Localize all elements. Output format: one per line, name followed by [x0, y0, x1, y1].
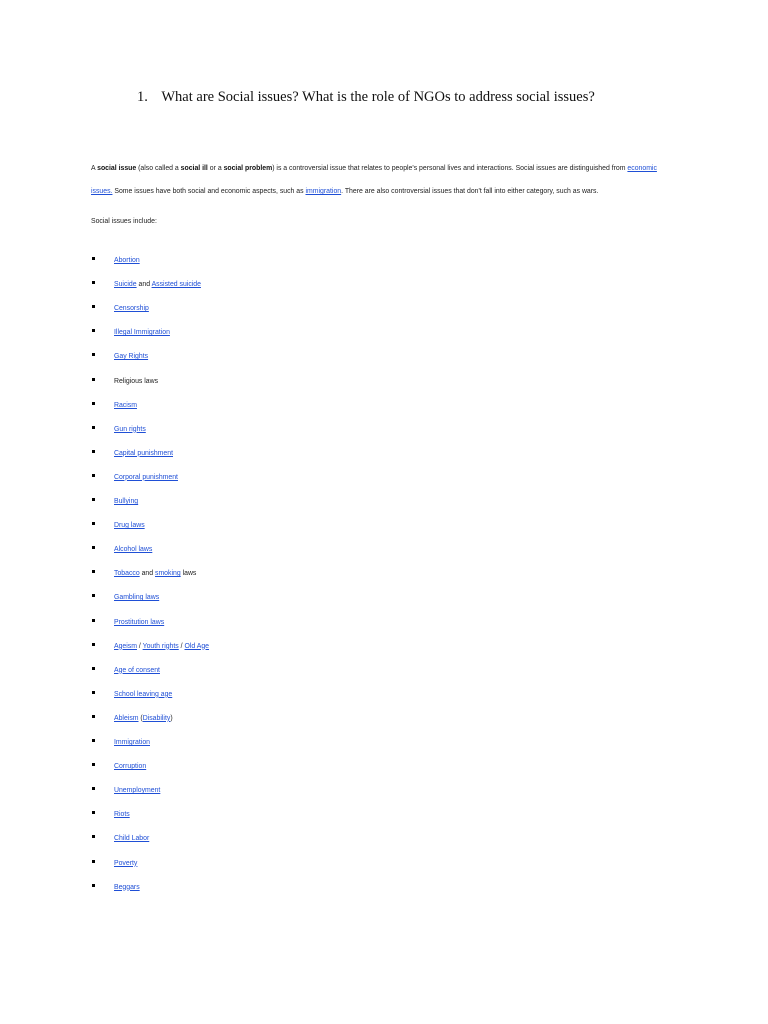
issue-link[interactable]: Prostitution laws: [114, 618, 165, 626]
issue-text: (: [138, 714, 143, 722]
immigration-link[interactable]: immigration: [305, 188, 342, 195]
list-item: [0, 691, 400, 705]
issue-link[interactable]: Bullying: [114, 498, 139, 505]
list-item: [0, 643, 400, 657]
list-item: [0, 353, 400, 367]
list-item: [0, 835, 400, 849]
list-item: [0, 474, 400, 488]
issue-text: and: [139, 570, 155, 578]
list-item-text: [114, 450, 173, 457]
list-item-text: [114, 811, 130, 818]
intro-text: . There are also controversial issues that don't fall into either category, such as wars.: [341, 188, 599, 195]
list-item: [0, 884, 400, 898]
list-item: [0, 498, 400, 512]
list-item-text: [114, 498, 138, 505]
list-item: [0, 426, 400, 440]
list-item-text: [114, 257, 140, 264]
square-bullet-icon: [92, 570, 95, 573]
list-item-text: [114, 763, 146, 770]
term-social-issue: social issue: [97, 165, 137, 172]
issue-link[interactable]: Ableism: [114, 714, 139, 722]
intro-text: or a: [207, 165, 224, 172]
square-bullet-icon: [92, 763, 95, 766]
list-item-text: [114, 474, 178, 481]
square-bullet-icon: [92, 329, 95, 332]
issue-link[interactable]: Corruption: [114, 763, 147, 771]
list-intro: Social issues include:: [91, 218, 157, 225]
list-item: [0, 402, 400, 416]
issue-link[interactable]: Racism: [114, 401, 137, 409]
issue-link[interactable]: Ageism: [114, 642, 137, 650]
term-social-ill: social ill: [180, 165, 208, 172]
square-bullet-icon: [92, 257, 95, 260]
list-item-text: [114, 546, 152, 553]
list-item-text: [114, 691, 172, 698]
square-bullet-icon: [92, 546, 95, 549]
list-item: [0, 811, 400, 825]
square-bullet-icon: [92, 498, 95, 501]
question-text: What are Social issues? What is the role of NGOs to address social issues?: [161, 89, 595, 105]
issue-link[interactable]: Unemployment: [114, 787, 161, 795]
issue-text: Religious laws: [114, 377, 159, 385]
list-item-text: [114, 787, 160, 794]
issue-link[interactable]: Tobacco: [114, 570, 140, 578]
list-item-text: [114, 402, 137, 409]
issue-link[interactable]: Age of consent: [114, 666, 160, 674]
issue-link[interactable]: Disability: [142, 714, 171, 722]
question-number: 1.: [137, 89, 148, 105]
question-heading: [137, 89, 595, 106]
intro-paragraph-line-2: [91, 188, 671, 195]
square-bullet-icon: [92, 522, 95, 525]
issue-link[interactable]: Assisted suicide: [151, 281, 201, 289]
square-bullet-icon: [92, 884, 95, 887]
square-bullet-icon: [92, 667, 95, 670]
square-bullet-icon: [92, 643, 95, 646]
issue-text: and: [136, 281, 152, 289]
list-item: [0, 763, 400, 777]
list-item: [0, 739, 400, 753]
issue-text: /: [178, 642, 185, 650]
list-item-text: [114, 305, 149, 312]
list-item-text: [114, 884, 140, 891]
issue-text: /: [136, 642, 143, 650]
square-bullet-icon: [92, 378, 95, 381]
list-item-text: [114, 643, 209, 650]
list-item-text: [114, 378, 158, 385]
list-item-text: [114, 353, 148, 360]
issue-link[interactable]: Capital punishment: [114, 449, 173, 457]
issue-link[interactable]: Old Age: [184, 642, 210, 650]
list-item-text: [114, 426, 146, 433]
economic-link[interactable]: economic: [627, 165, 657, 172]
intro-text: Some issues have both social and economic aspects, such as: [112, 188, 306, 195]
square-bullet-icon: [92, 474, 95, 477]
term-social-problem: social problem: [223, 165, 273, 172]
list-item-text: [114, 835, 149, 842]
square-bullet-icon: [92, 739, 95, 742]
issue-link[interactable]: Alcohol laws: [114, 546, 153, 554]
square-bullet-icon: [92, 353, 95, 356]
list-item-text: [114, 329, 170, 336]
issue-link[interactable]: Beggars: [114, 883, 140, 891]
square-bullet-icon: [92, 811, 95, 814]
economic-issues-link[interactable]: issues.: [91, 188, 113, 195]
intro-text: (also called a: [136, 165, 181, 172]
list-item-text: [114, 860, 137, 867]
issue-text: ): [170, 714, 173, 722]
square-bullet-icon: [92, 402, 95, 405]
intro-paragraph-line-1: [91, 165, 671, 172]
list-item-text: [114, 619, 164, 626]
list-item: [0, 522, 400, 536]
square-bullet-icon: [92, 426, 95, 429]
issue-link[interactable]: Censorship: [114, 305, 149, 313]
square-bullet-icon: [92, 305, 95, 308]
list-item-text: [114, 570, 196, 577]
list-item: [0, 594, 400, 608]
list-item: [0, 667, 400, 681]
list-item: [0, 860, 400, 874]
list-item: [0, 787, 400, 801]
list-item-text: [114, 667, 160, 674]
issue-link[interactable]: Suicide: [114, 281, 137, 289]
square-bullet-icon: [92, 691, 95, 694]
square-bullet-icon: [92, 450, 95, 453]
list-item: [0, 378, 400, 392]
list-item-text: [114, 739, 150, 746]
issue-link[interactable]: Gambling laws: [114, 594, 160, 602]
list-item: [0, 570, 400, 584]
square-bullet-icon: [92, 594, 95, 597]
list-item: [0, 257, 400, 271]
issue-link[interactable]: Illegal Immigration: [114, 329, 170, 337]
list-item: [0, 715, 400, 729]
list-item-text: [114, 715, 173, 722]
issue-link[interactable]: Immigration: [114, 739, 150, 746]
list-item: [0, 281, 400, 295]
square-bullet-icon: [92, 619, 95, 622]
intro-text: A: [91, 165, 98, 172]
square-bullet-icon: [92, 787, 95, 790]
issue-text: laws: [180, 570, 197, 578]
issue-link[interactable]: Riots: [114, 811, 130, 819]
issue-link[interactable]: Gay Rights: [114, 353, 149, 361]
list-item: [0, 305, 400, 319]
issue-link[interactable]: smoking: [155, 570, 181, 578]
issue-link[interactable]: Corporal punishment: [114, 473, 178, 481]
square-bullet-icon: [92, 860, 95, 863]
intro-text: ) is a controversial issue that relates to people's personal lives and interactions. Social issues are distinguished from: [272, 165, 628, 172]
list-item: [0, 619, 400, 633]
issue-link[interactable]: Child Labor: [114, 835, 150, 843]
list-item: [0, 546, 400, 560]
square-bullet-icon: [92, 835, 95, 838]
issue-link[interactable]: Abortion: [114, 257, 140, 264]
list-item-text: [114, 522, 145, 529]
list-item-text: [114, 281, 201, 288]
list-item-text: [114, 594, 159, 601]
list-item: [0, 450, 400, 464]
issue-link[interactable]: Poverty: [114, 859, 138, 867]
square-bullet-icon: [92, 715, 95, 718]
issue-link[interactable]: Drug laws: [114, 522, 145, 530]
issue-link[interactable]: School leaving age: [114, 690, 173, 698]
issue-link[interactable]: Gun rights: [114, 425, 146, 433]
square-bullet-icon: [92, 281, 95, 284]
issue-link[interactable]: Youth rights: [142, 642, 179, 650]
list-item: [0, 329, 400, 343]
